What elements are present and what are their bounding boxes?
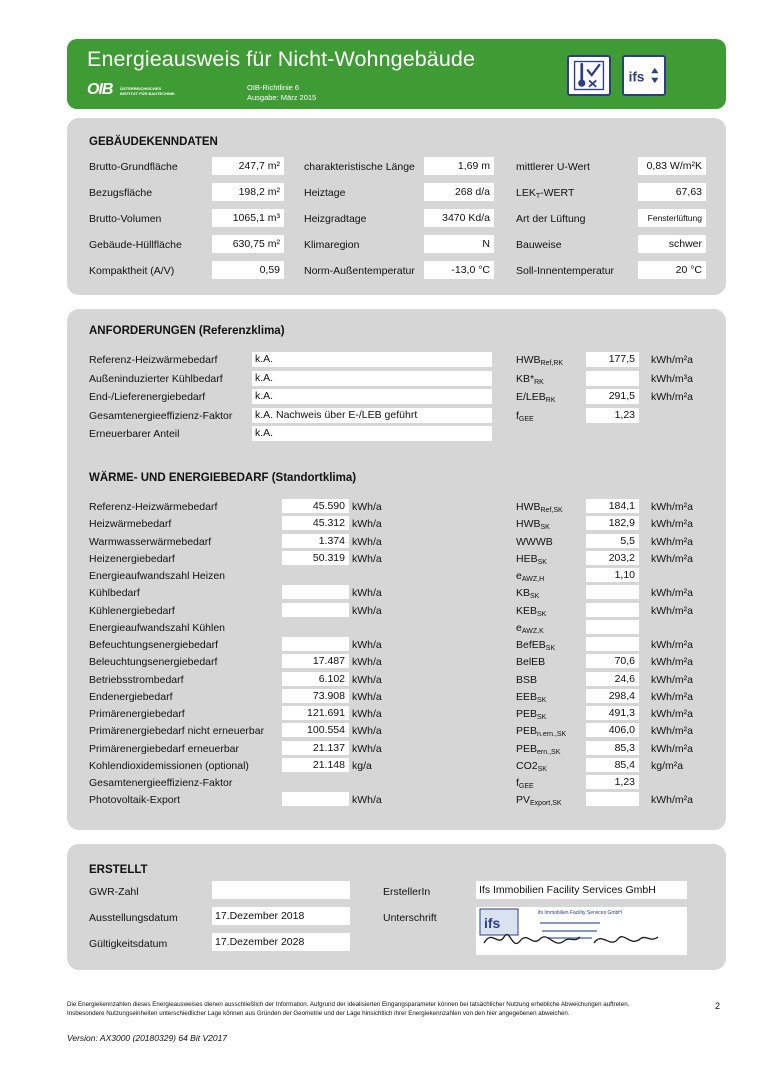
anf-code [516,410,534,423]
code-symbol: BefEB [516,639,546,651]
code-subscript: Export,SK [530,800,562,808]
code-symbol: BSB [516,673,538,686]
waerme-unit: kWh/a [352,673,382,686]
waerme-spec-unit: kWh/m²a [651,604,693,617]
waerme-unit: kWh/a [352,552,382,565]
waerme-label: Heizwärmebedarf [89,518,172,531]
waerme-unit: kWh/a [352,587,382,600]
gueltigkeitsdatum-label: Gültigkeitsdatum [89,938,168,950]
waerme-code [516,553,547,566]
code-subscript: RK [534,378,544,386]
waerme-label: Endenergiebedarf [89,690,173,703]
waerme-spec-unit: kWh/m²a [651,690,693,703]
waerme-label: Befeuchtungsenergiebedarf [89,639,219,651]
code-symbol: EEB [516,690,538,703]
richtlinie-info [247,83,316,103]
thermometer-check-icon [567,55,611,96]
waerme-spec-unit: kWh/m²a [651,725,693,738]
code-subscript: SK [537,696,547,704]
anf-label: Erneuerbarer Anteil [89,428,180,440]
waerme-value-field: 21.148 [282,758,349,772]
anf-value-field [586,371,639,386]
anf-text-field: k.A. [252,371,492,386]
waerme-spec-value-field [586,585,639,599]
waerme-unit: kWh/a [352,535,382,548]
anf-code [516,391,556,404]
anf-label: End-/Lieferenergiebedarf [89,391,206,403]
oib-logo-text: ÖSTERREICHISCHES INSTITUT FÜR BAUTECHNIK [120,86,175,96]
oib-logo-mark: OIB [87,81,113,98]
anf-text-field: k.A. [252,352,492,367]
waerme-unit: kWh/a [352,794,382,807]
code-subscript: Ref,RK [540,360,564,367]
waerme-spec-unit: kWh/m²a [651,552,693,565]
waerme-code [516,536,553,549]
code-symbol: f [516,409,519,422]
waerme-value-field: 6.102 [282,672,349,686]
version-info: Version: AX3000 (20180329) 64 Bit V2017 [67,1033,228,1043]
waerme-value-field: 1.374 [282,534,349,548]
waerme-unit: kWh/a [352,725,382,738]
code-subscript: AWZ,K [521,627,544,635]
code-symbol: f [516,777,519,789]
waerme-unit: kWh/a [352,604,382,617]
code-subscript: RK [545,397,556,404]
waerme-unit: kg/a [352,759,372,772]
waerme-label: Heizenergiebedarf [89,552,175,565]
richtlinie-label: OIB-Richtlinie 6 [247,83,300,92]
ausgabe-label: Ausgabe: März 2015 [247,93,317,102]
waerme-value-field: 73.908 [282,689,349,703]
waerme-spec-value-field: 406,0 [586,723,639,737]
header-banner [67,39,726,109]
code-subscript: SK [545,645,556,652]
code-subscript: SK [537,765,547,773]
waerme-spec-unit: kWh/m²a [651,535,693,548]
waerme-spec-value-field: 85,3 [586,741,639,755]
waerme-label: Energieaufwandszahl Heizen [89,570,226,582]
waerme-value-field [282,792,349,806]
waerme-spec-value-field: 85,4 [586,758,639,772]
waerme-value-field: 21.137 [282,741,349,755]
disclaimer: Die Energiekennzahlen dieses Energieausweises dienen ausschließlich der Information. Aufgrund der idealisierten Eingangsparameter können bei tatsächlicher Nutzung erhebliche Abweichungen auftreten. Insbesondere Nutzungseinheiten unterschiedlicher Lage können aus Gründen der Geometrie und der Lage hinsichtlich ihrer Energiekennzahlen von den hier angegebenen abweichen. [67,1001,630,1017]
anf-text-field: k.A. Nachweis über E-/LEB geführt [252,408,492,423]
waerme-value-field: 50.319 [282,551,349,565]
gwr-label: GWR-Zahl [89,886,139,898]
anf-label: Gesamtenergieeffizienz-Faktor [89,409,233,422]
waerme-unit: kWh/a [352,639,382,651]
waerme-code [516,725,566,738]
anf-label: Außeninduzierter Kühlbedarf [89,372,223,385]
code-subscript: SK [537,714,547,721]
code-subscript: n.ern.,SK [537,731,567,739]
code-subscript: SK [537,558,547,566]
lek-label: $LEK_T$-WERT [516,187,575,200]
code-symbol: PEB [516,742,538,755]
code-symbol: WWWB [516,535,553,548]
oib-logo [87,83,212,101]
code-symbol: e [516,570,522,582]
waerme-spec-value-field: 203,2 [586,551,639,565]
waerme-value-field: 121.691 [282,706,349,720]
anf-unit: kWh/m²a [651,391,693,403]
gwr-field [212,881,350,899]
waerme-spec-unit: kWh/m²a [651,708,693,720]
waerme-label: Gesamtenergieeffizienz-Faktor [89,777,233,789]
waerme-code [516,674,537,687]
code-subscript: SK [530,593,540,601]
waerme-label: Kohlendioxidemissionen (optional) [89,759,249,772]
waerme-spec-value-field [586,637,639,651]
waerme-value-field: 17.487 [282,654,349,668]
waerme-value-field [282,585,349,599]
waerme-code [516,777,534,790]
waerme-spec-value-field [586,792,639,806]
code-symbol: HWB [516,501,541,513]
waerme-label: Referenz-Heizwärmebedarf [89,501,218,513]
code-symbol: E/LEB [516,391,546,403]
waerme-unit: kWh/a [352,742,382,755]
anf-unit: kWh/m³a [651,372,693,385]
svg-text:ifs: ifs [628,69,645,85]
code-symbol: e [516,621,522,634]
waerme-value-field [282,603,349,617]
waerme-spec-unit: kWh/m²a [651,518,693,531]
waerme-spec-unit: kWh/m²a [651,501,693,513]
anf-text-field: k.A. [252,389,492,404]
section-title-gebaeude: GEBÄUDEKENNDATEN [89,136,218,148]
anf-value-field: 1,23 [586,408,639,423]
waerme-spec-value-field [586,620,639,634]
anf-value-field: 177,5 [586,352,639,367]
waerme-code [516,639,555,652]
code-symbol: KEB [516,604,538,617]
waerme-value-field: 45.312 [282,516,349,530]
code-subscript: SK [537,610,547,618]
code-symbol: KB* [516,372,535,385]
code-symbol: HEB [516,552,538,565]
waerme-code [516,605,546,618]
waerme-code [516,656,545,669]
waerme-code [516,743,560,756]
waerme-code [516,587,539,600]
waerme-unit: kWh/a [352,708,382,720]
waerme-spec-unit: kWh/m²a [651,794,693,807]
waerme-unit: kWh/a [352,518,382,531]
waerme-label: Beleuchtungsenergiebedarf [89,656,218,669]
ersteller-label: ErstellerIn [383,886,431,898]
waerme-code [516,794,562,807]
waerme-spec-unit: kWh/m²a [651,742,693,755]
waerme-code [516,518,550,531]
section-title-erstellt: ERSTELLT [89,864,148,876]
waerme-code [516,570,544,583]
waerme-spec-value-field: 1,23 [586,775,639,789]
code-symbol: HWB [516,518,541,531]
waerme-label: Primärenergiebedarf [89,708,185,720]
waerme-value-field: 45.590 [282,499,349,513]
waerme-spec-value-field: 184,1 [586,499,639,513]
ausstellungsdatum-label: Ausstellungsdatum [89,912,178,924]
panel-erstellt [67,844,726,970]
code-symbol: HWB [516,354,541,366]
code-symbol: PEB [516,725,538,738]
waerme-spec-unit: kg/m²a [651,759,684,772]
anf-text-field: k.A. [252,426,492,441]
waerme-spec-unit: kWh/m²a [651,639,693,651]
waerme-spec-value-field: 24,6 [586,672,639,686]
unterschrift-label: Unterschrift [383,912,437,924]
anf-unit: kWh/m²a [651,354,693,366]
panel-energiekennzahlen [67,309,726,830]
code-subscript: SK [540,524,550,532]
waerme-code [516,760,547,773]
code-symbol: CO2 [516,759,538,772]
anf-code [516,354,563,367]
code-symbol: KB [516,587,531,600]
waerme-label: Primärenergiebedarf nicht erneuerbar [89,725,265,738]
waerme-value-field: 100.554 [282,723,349,737]
waerme-unit: kWh/a [352,501,382,513]
waerme-unit: kWh/a [352,656,382,669]
gueltigkeitsdatum-field: 17.Dezember 2028 [212,933,350,951]
ausstellungsdatum-field: 17.Dezember 2018 [212,907,350,925]
waerme-spec-value-field: 1,10 [586,568,639,582]
waerme-code [516,708,546,721]
waerme-label: Energieaufwandszahl Kühlen [89,621,226,634]
waerme-spec-value-field: 182,9 [586,516,639,530]
waerme-code [516,622,544,635]
code-subscript: GEE [518,415,534,423]
waerme-unit: kWh/a [352,690,382,703]
waerme-spec-value-field: 298,4 [586,689,639,703]
signature-stamp [476,907,687,955]
code-symbol: PEB [516,708,538,720]
document-title: Energieausweis für Nicht-Wohngebäude [87,47,476,71]
waerme-label: Betriebsstrombedarf [89,673,184,686]
waerme-value-field [282,637,349,651]
waerme-spec-value-field [586,603,639,617]
waerme-code [516,501,563,514]
waerme-spec-unit: kWh/m²a [651,656,693,669]
panel-gebaeudekenndaten: GEBÄUDEKENNDATEN Brutto-Grundfläche 247,7 m² charakteristische Länge 1,69 m mittlerer U-Wert 0,83 W/m²K Bezugsfläche 198,2 m² Heiztage 268 d/a $LEK_T$-WERT 67,63 Brutto-Volumen 1065,1 m³ Heizgradtage 3470 Kd/a Art der Lüftung Fensterlüftung Gebäude-Hüllfläche 630,75 m² Klimaregion N Bauweise schwer Kompaktheit (A/V) 0,59 Norm-Außentemperatur -13,0 °C Soll-Innentemperatur 20 °C [67,118,726,295]
waerme-label: Primärenergiebedarf erneuerbar [89,742,239,755]
waerme-code [516,691,546,704]
anf-code [516,373,544,386]
waerme-label: Kühlenergiebedarf [89,604,175,617]
waerme-spec-value-field: 491,3 [586,706,639,720]
page-number: 2 [715,1001,721,1011]
waerme-spec-unit: kWh/m²a [651,587,693,600]
code-subscript: ern.,SK [537,748,561,756]
code-symbol: PV [516,794,531,807]
waerme-spec-unit: kWh/m²a [651,673,693,686]
section-title-waerme: WÄRME- UND ENERGIEBEDARF (Standortklima) [89,472,357,484]
code-subscript: Ref,SK [540,507,563,514]
svg-text:ifs: ifs [484,915,501,931]
section-title-anforderungen: ANFORDERUNGEN (Referenzklima) [89,325,285,337]
waerme-label: Warmwasserwärmebedarf [89,535,212,548]
waerme-label: Kühlbedarf [89,587,140,600]
code-subscript: GEE [518,783,534,790]
ifs-logo [622,55,666,96]
anf-value-field: 291,5 [586,389,639,404]
anf-label: Referenz-Heizwärmebedarf [89,354,218,366]
svg-text:ifs Immobilien Facility Servic: ifs Immobilien Facility Services GmbH [538,910,622,916]
code-subscript: AWZ,H [521,576,545,583]
waerme-spec-value-field: 70,6 [586,654,639,668]
ersteller-field: Ifs Immobilien Facility Services GmbH [476,881,687,899]
code-symbol: BelEB [516,656,546,669]
waerme-label: Photovoltaik-Export [89,794,181,807]
waerme-spec-value-field: 5,5 [586,534,639,548]
